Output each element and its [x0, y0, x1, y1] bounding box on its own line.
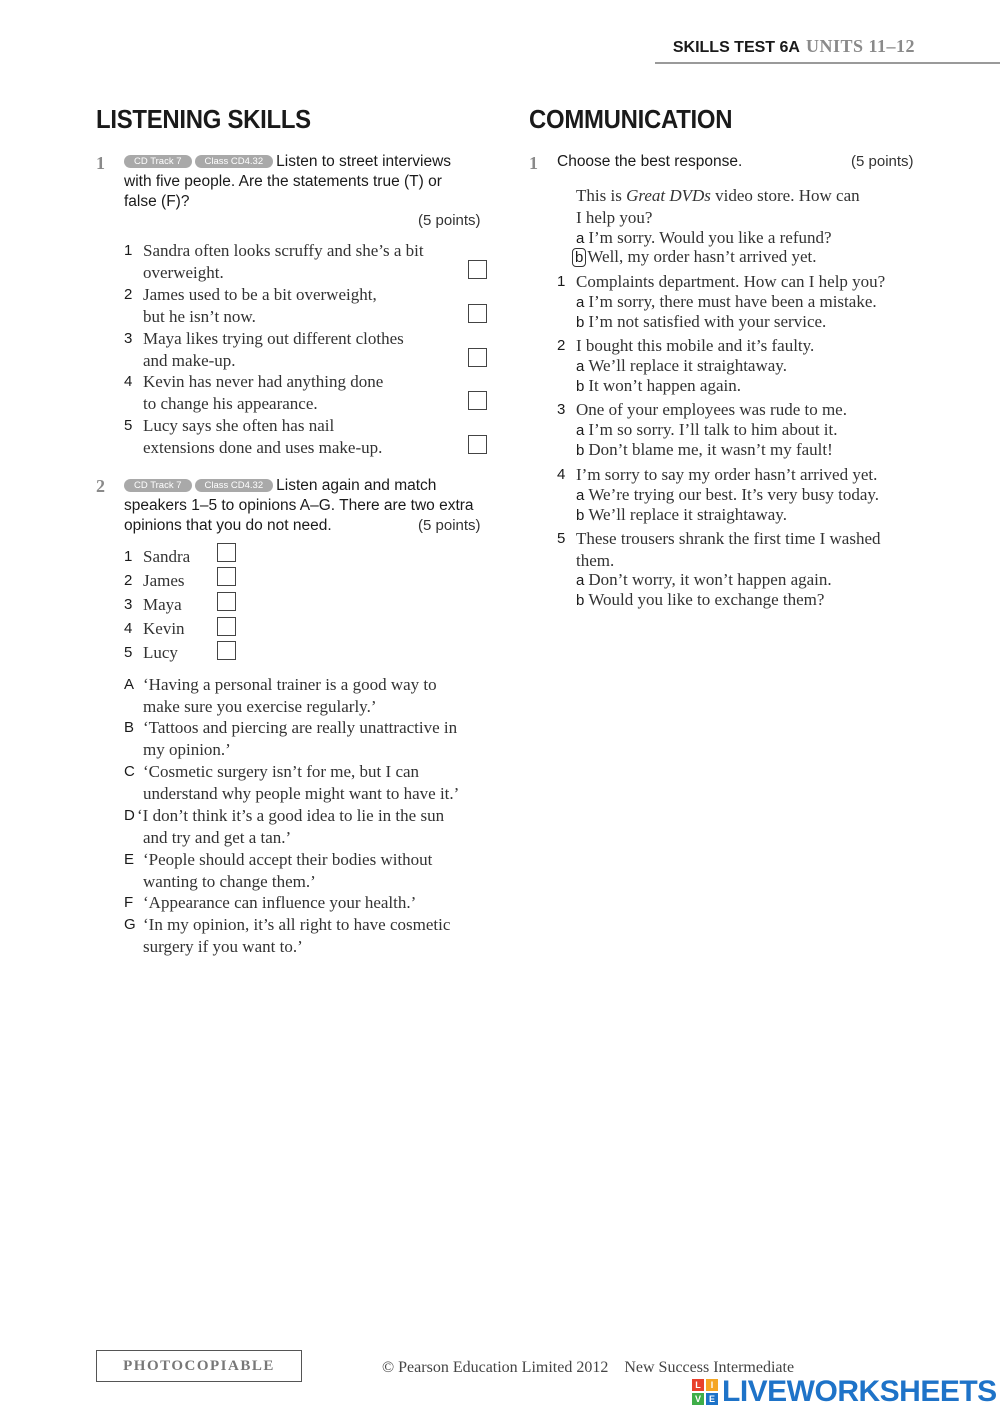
logo-icon: L I V E [692, 1379, 718, 1405]
listening-q2-number: 2 [96, 476, 105, 496]
speaker-number: 4 [124, 620, 133, 637]
statement-text: Maya likes trying out different clothes and make-up. [143, 329, 404, 370]
option-a[interactable]: a We’ll replace it straightaway. [576, 356, 787, 375]
logo-text: LIVEWORKSHEETS [722, 1375, 997, 1408]
circled-answer: b [572, 248, 586, 267]
match-box[interactable] [217, 592, 236, 611]
item-number: 5 [124, 417, 133, 434]
speaker-name: Maya [143, 595, 182, 614]
opinion-text: ‘Tattoos and piercing are really unattractive in my opinion.’ [143, 718, 458, 759]
prompt-text: I’m sorry to say my order hasn’t arrived yet. [576, 465, 878, 484]
speaker-number: 3 [124, 596, 133, 613]
statement-text: Kevin has never had anything done to change his appearance. [143, 372, 384, 413]
example-prompt: This is Great DVDs video store. How can I help you? [576, 186, 860, 227]
match-box[interactable] [217, 543, 236, 562]
speaker-name: Lucy [143, 643, 178, 662]
opinion-letter: F [124, 894, 134, 911]
listening-q2-points: (5 points) [418, 517, 481, 534]
communication-q1-number: 1 [529, 153, 538, 173]
opinion-letter: G [124, 916, 136, 933]
option-b[interactable]: b It won’t happen again. [576, 376, 741, 395]
copyright-text: © Pearson Education Limited 2012 [382, 1359, 609, 1376]
class-cd-badge: Class CD4.32 [195, 479, 274, 492]
opinion-text: ‘Cosmetic surgery isn’t for me, but I can understand why people might want to have it.’ [143, 762, 460, 803]
speaker-name: Sandra [143, 547, 191, 566]
instruction-text: false (F)? [124, 193, 190, 210]
opinion-letter: C [124, 763, 135, 780]
item-number: 2 [557, 337, 566, 354]
example-option-b: b Well, my order hasn’t arrived yet. [572, 246, 817, 268]
opinion-text: ‘In my opinion, it’s all right to have cosmetic surgery if you want to.’ [143, 915, 451, 956]
prompt-text: These trousers shrank the first time I washed them. [576, 529, 881, 570]
page-header [673, 36, 915, 57]
communication-section-title: COMMUNICATION [529, 104, 733, 134]
book-title: New Success Intermediate [624, 1359, 795, 1376]
item-number: 2 [124, 286, 133, 303]
opinion-text: ‘I don’t think it’s a good idea to lie in the sun and try and get a tan.’ [137, 806, 445, 847]
prompt-text: One of your employees was rude to me. [576, 400, 847, 419]
photocopiable-label: PHOTOCOPIABLE [96, 1350, 302, 1382]
statement-text: Lucy says she often has nail extensions done and uses make-up. [143, 416, 383, 457]
test-title: SKILLS TEST 6A [672, 39, 800, 56]
opinion-text: ‘People should accept their bodies without wanting to change them.’ [143, 850, 433, 891]
option-a[interactable]: a I’m sorry, there must have been a mistake. [576, 292, 877, 311]
speaker-name: Kevin [143, 619, 185, 638]
option-b[interactable]: b I’m not satisfied with your service. [576, 312, 827, 331]
communication-q1-points: (5 points) [851, 153, 914, 170]
units-title: UNITS 11–12 [805, 36, 915, 56]
opinion-letter: B [124, 719, 135, 736]
listening-q1-instruction [124, 152, 484, 212]
instruction-text: opinions that you do not need. [124, 517, 332, 534]
item-number: 1 [557, 273, 566, 290]
item-number: 3 [557, 401, 566, 418]
option-b[interactable]: b Would you like to exchange them? [576, 590, 825, 609]
answer-box[interactable] [468, 391, 487, 410]
prompt-text: I bought this mobile and it’s faulty. [576, 336, 815, 355]
item-number: 1 [124, 242, 133, 259]
communication-q1-instruction: Choose the best response. [557, 153, 743, 170]
opinion-letter: A [124, 676, 135, 693]
speaker-name: James [143, 571, 185, 590]
prompt-text: Complaints department. How can I help you? [576, 272, 886, 291]
cd-track-badge: CD Track 7 [124, 479, 192, 492]
statement-text: Sandra often looks scruffy and she’s a bit overweight. [143, 241, 424, 282]
opinion-letter: D [124, 807, 135, 824]
header-rule [655, 62, 1000, 64]
option-a[interactable]: a I’m so sorry. I’ll talk to him about it. [576, 420, 838, 439]
cd-track-badge: CD Track 7 [124, 155, 192, 168]
option-a[interactable]: a Don’t worry, it won’t happen again. [576, 570, 832, 589]
match-box[interactable] [217, 641, 236, 660]
instruction-text: Listen to street interviews [276, 153, 452, 170]
answer-box[interactable] [468, 304, 487, 323]
instruction-text: Listen again and match [276, 477, 437, 494]
liveworksheets-logo[interactable] [692, 1376, 997, 1408]
statement-text: James used to be a bit overweight, but he isn’t now. [143, 285, 377, 326]
speaker-number: 5 [124, 644, 133, 661]
option-a[interactable]: a We’re trying our best. It’s very busy today. [576, 485, 880, 504]
speaker-number: 1 [124, 548, 133, 565]
instruction-text: speakers 1–5 to opinions A–G. There are two extra [124, 497, 474, 514]
option-b[interactable]: b We’ll replace it straightaway. [576, 505, 787, 524]
item-number: 5 [557, 530, 566, 547]
item-number: 4 [557, 466, 566, 483]
answer-box[interactable] [468, 348, 487, 367]
class-cd-badge: Class CD4.32 [195, 155, 274, 168]
example-option-a: a I’m sorry. Would you like a refund? [576, 228, 832, 247]
option-b[interactable]: b Don’t blame me, it wasn’t my fault! [576, 440, 833, 459]
instruction-text: with five people. Are the statements true (T) or [124, 173, 442, 190]
answer-box[interactable] [468, 435, 487, 454]
listening-q1-number: 1 [96, 153, 105, 173]
item-number: 3 [124, 330, 133, 347]
opinion-letter: E [124, 851, 135, 868]
answer-box[interactable] [468, 260, 487, 279]
speaker-number: 2 [124, 572, 133, 589]
match-box[interactable] [217, 567, 236, 586]
listening-section-title: LISTENING SKILLS [96, 104, 311, 134]
item-number: 4 [124, 373, 133, 390]
opinion-text: ‘Having a personal trainer is a good way to make sure you exercise regularly.’ [143, 675, 437, 716]
listening-q1-points: (5 points) [418, 212, 481, 229]
match-box[interactable] [217, 617, 236, 636]
opinion-text: ‘Appearance can influence your health.’ [143, 893, 417, 912]
